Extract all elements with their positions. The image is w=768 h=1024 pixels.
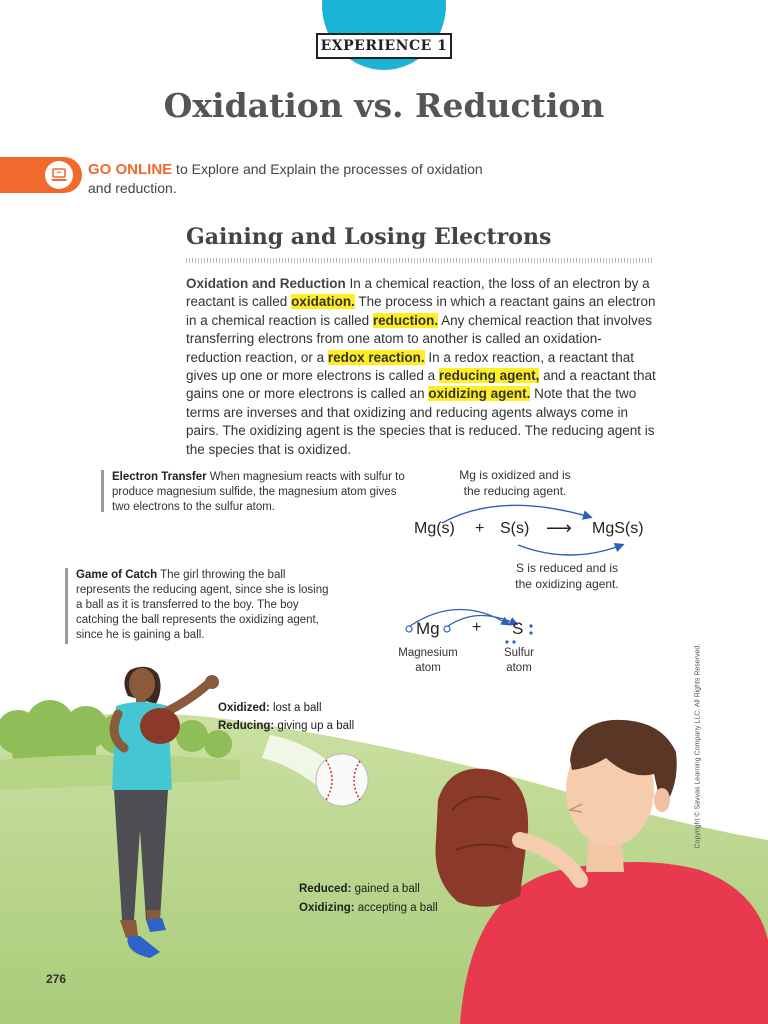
- section-heading: Gaining and Losing Electrons: [186, 224, 552, 250]
- bottom-label-line1: S is reduced and is: [515, 561, 619, 575]
- heading-divider: [186, 258, 652, 263]
- reduced-label: [299, 881, 420, 897]
- paragraph-text: The process in which a reactant gains an electron in a chemical reaction is called: [186, 294, 656, 328]
- paragraph-text: In a chemical reaction, the loss of an electron by a reactant is called: [186, 276, 650, 310]
- paragraph-text: In a redox reaction, a reactant that gives up one or more electrons is called a: [186, 349, 635, 384]
- term-oxidizing-agent: oxidizing agent.: [428, 386, 531, 402]
- go-online-prompt: [88, 160, 528, 197]
- laptop-icon[interactable]: [45, 161, 73, 189]
- s-label-line2: atom: [506, 662, 532, 674]
- oxidized-text: lost a ball: [269, 702, 322, 714]
- equation-bottom-label: [492, 560, 642, 592]
- equation-arrow: ⟶: [546, 518, 572, 538]
- bottom-label-line2: the oxidizing agent.: [515, 577, 619, 591]
- term-redox-reaction: redox reaction.: [327, 349, 425, 365]
- baseball: [316, 754, 368, 806]
- experience-label: EXPERIENCE 1: [316, 33, 452, 59]
- dot-mg: Mg: [416, 619, 440, 638]
- game-of-catch-illustration: [0, 640, 768, 1024]
- oxidized-label: [218, 700, 322, 716]
- page-number: 276: [46, 972, 67, 986]
- caption-bar: [101, 470, 104, 512]
- paragraph-text: and a reactant that gains one or more electrons is called an: [186, 368, 656, 402]
- oxidizing-term: Oxidizing:: [299, 902, 355, 914]
- dot-s: S: [512, 619, 524, 638]
- paragraph-lead: Oxidation and Reduction: [186, 276, 346, 291]
- mg-label-line2: atom: [415, 662, 441, 674]
- go-online-line1: to Explore and Explain the processes of oxidation: [172, 161, 483, 177]
- reduced-text: gained a ball: [351, 883, 420, 895]
- caption-title: Game of Catch: [76, 569, 158, 581]
- caption-text: The girl throwing the ball represents the reducing agent, since she is losing a ball as it is transferred to the boy. The boy catching the ball represents the oxidizing agent, since he is gaining a ball.: [76, 569, 329, 641]
- go-online-line2: and reduction.: [88, 180, 177, 196]
- go-online-link[interactable]: GO ONLINE: [88, 161, 173, 178]
- dot-plus: +: [472, 619, 482, 636]
- equation-s: S(s): [500, 520, 530, 537]
- equation-mg: Mg(s): [414, 520, 455, 537]
- oxidizing-label: [299, 900, 438, 916]
- body-paragraph: [186, 275, 656, 459]
- reducing-term: Reducing:: [218, 720, 275, 732]
- paragraph-text: Any chemical reaction that involves transferring electrons from one atom to another is called an oxidation-reduction reaction, or a: [186, 312, 652, 365]
- paragraph-text: Note that the two terms are inverses and that oxidizing and reducing agents always come in pairs. The oxidizing agent is the species that is reduced. The reducing agent is the species that is oxidized.: [186, 386, 655, 457]
- oxidizing-text: accepting a ball: [354, 902, 438, 914]
- term-reduction: reduction.: [372, 312, 439, 328]
- page-title: Oxidation vs. Reduction: [163, 86, 605, 125]
- oxidized-term: Oxidized:: [218, 702, 270, 714]
- caption-text: When magnesium reacts with sulfur to produce magnesium sulfide, the magnesium atom gives two electrons to the sulfur atom.: [112, 471, 405, 513]
- reduced-term: Reduced:: [299, 883, 352, 895]
- term-reducing-agent: reducing agent,: [438, 368, 540, 384]
- equation-mgs: MgS(s): [592, 520, 644, 537]
- s-label-line1: Sulfur: [503, 647, 535, 659]
- mg-label-line1: Magnesium: [398, 647, 458, 659]
- game-of-catch-caption: [76, 568, 338, 643]
- top-label-line2: the reducing agent.: [463, 484, 567, 498]
- term-oxidation: oxidation.: [291, 294, 355, 310]
- equation-plus: +: [475, 520, 485, 537]
- copyright-notice: Copyright © Savvas Learning Company LLC. All Rights Reserved.: [694, 643, 702, 849]
- top-label-line1: Mg is oxidized and is: [459, 468, 571, 482]
- caption-bar: [65, 568, 68, 644]
- electron-transfer-caption: [112, 470, 412, 515]
- caption-title: Electron Transfer: [112, 471, 207, 483]
- reducing-label: [218, 718, 354, 734]
- reducing-text: giving up a ball: [274, 720, 355, 732]
